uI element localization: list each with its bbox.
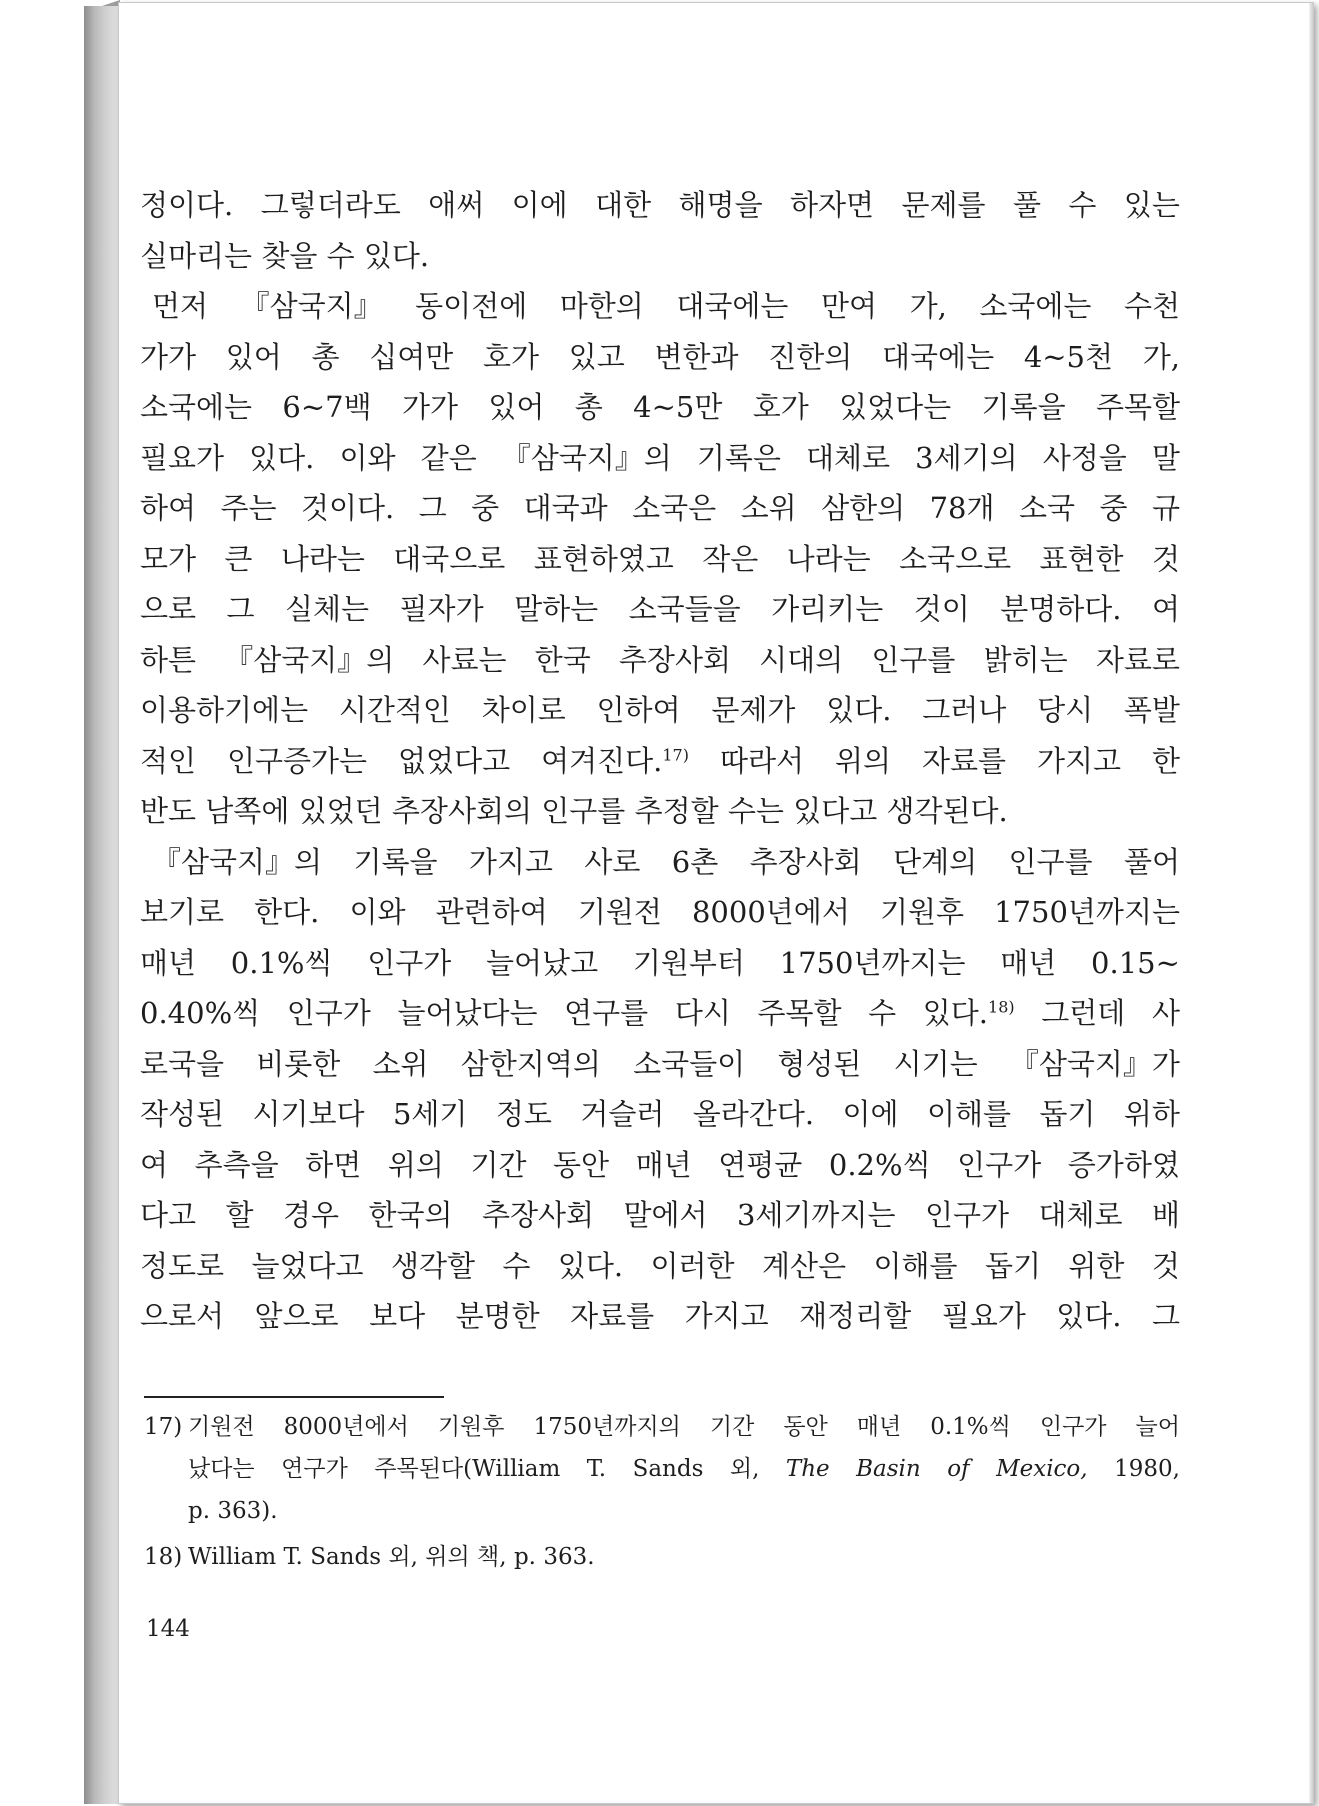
word: 사료는 (422, 642, 507, 677)
word: 큰 (224, 541, 253, 576)
word: 소국으로 (899, 541, 1012, 576)
word: 자료로 (1095, 642, 1180, 677)
word: 가지고 (1036, 743, 1122, 778)
word: 거슬러 (580, 1097, 665, 1131)
word: 배 (1151, 1198, 1180, 1232)
word: 분명하다. (1000, 592, 1122, 626)
word: 소국에는 (979, 289, 1092, 323)
word: 호가 (752, 390, 809, 424)
word: 78개 (929, 491, 995, 525)
word: 돕기 (984, 1248, 1041, 1283)
word: 주는 (220, 491, 277, 525)
text-line (140, 837, 1180, 888)
word: 보다 (369, 1299, 426, 1333)
text-line (140, 584, 1180, 635)
word: 『삼국지』가 (1009, 1046, 1180, 1081)
word: 인구가 (286, 996, 371, 1030)
word: 이용하기에는 (140, 693, 309, 727)
word: 표현하였고 (533, 541, 674, 576)
word: 이에 (842, 1097, 899, 1131)
word: 연평균 (718, 1147, 803, 1182)
word: 앞으로 (254, 1299, 339, 1333)
word: 늘어났다는 (397, 996, 538, 1030)
word: 연구가 (281, 1456, 348, 1482)
word: Basin (856, 1456, 921, 1482)
text-line (140, 1190, 1180, 1241)
word: 인구가 (1039, 1414, 1107, 1440)
footnote-line (188, 1406, 1180, 1448)
word: 있어 (488, 390, 545, 424)
word: 있었던 (298, 794, 383, 828)
word: 있었다는 (839, 390, 952, 424)
word: 하자면 (790, 188, 875, 222)
word: 가지고 (468, 844, 553, 879)
word: 자료를 (570, 1299, 655, 1333)
word: 위의 (834, 743, 891, 778)
word: p. (513, 1544, 536, 1570)
footnote-body (188, 1536, 1180, 1578)
word: 비롯한 (256, 1046, 341, 1081)
word: 총 (311, 339, 340, 374)
word: 추장사회 (481, 1198, 594, 1232)
word: Sands (310, 1544, 381, 1570)
text-line (140, 281, 1180, 332)
page-number: 144 (146, 1616, 190, 1642)
word: 사 (1151, 996, 1180, 1030)
word: 있다. (363, 238, 430, 273)
word: 기원부터 (632, 945, 745, 980)
word: 있다. (826, 693, 892, 727)
word: 여 (140, 1147, 169, 1182)
word: 할 (225, 1198, 254, 1232)
word: 찾을 (261, 238, 318, 273)
word: 추장사회 (749, 844, 862, 879)
text-line (140, 635, 1180, 686)
word: 동안 (783, 1414, 828, 1440)
word: 시대의 (759, 642, 844, 677)
word: 있고 (568, 339, 625, 374)
word: 수천 (1123, 289, 1180, 323)
word: 하면 (305, 1147, 362, 1182)
word: 것 (1151, 541, 1180, 576)
word: 그런데 (1041, 996, 1126, 1030)
word: 으로서 (140, 1299, 225, 1333)
word: 동안 (553, 1147, 610, 1182)
footnote-body (188, 1406, 1180, 1532)
word: 생각된다. (886, 794, 1008, 828)
word: 소위 (740, 491, 797, 525)
word: 필자가 (399, 592, 484, 626)
word: 363). (217, 1498, 278, 1524)
word: 5세기 (392, 1097, 468, 1131)
text-line (140, 988, 1180, 1039)
word: T. (283, 1544, 303, 1570)
word: 6촌 (671, 844, 719, 879)
word: 대체로 (806, 440, 891, 475)
word: 시간적인 (338, 693, 451, 727)
word: 났다는 (188, 1456, 255, 1482)
word: 적인 (140, 743, 197, 778)
word: 풀 (1012, 188, 1041, 222)
word: William (188, 1544, 277, 1570)
word: 기록을 (353, 844, 438, 879)
word: of (947, 1456, 970, 1482)
word: 0.2%씩 (828, 1147, 931, 1182)
word: 0.15~ (1091, 945, 1180, 980)
word: 한다. (254, 895, 320, 929)
word: 보기로 (140, 895, 225, 929)
word: 인구를 (871, 642, 956, 677)
word: 있다. (557, 1248, 624, 1283)
word: 작은 (702, 541, 759, 576)
word: 위의 (387, 1147, 444, 1182)
word: 이에 (511, 188, 568, 222)
word: 인구가 (367, 945, 452, 980)
word: 『삼국지』의 (224, 642, 395, 677)
word: 그렇더라도 (260, 188, 401, 222)
word: T. (586, 1456, 607, 1482)
word: 사로 (584, 844, 641, 879)
word: 주목할 (1095, 390, 1180, 424)
word: 3세기의 (915, 440, 1018, 475)
word: 말에서 (623, 1198, 708, 1232)
word: 0.1%씩 (230, 945, 333, 980)
word: 당시 (1037, 693, 1094, 727)
word: 삼한의 (821, 491, 906, 525)
word: 있어 (225, 339, 282, 374)
word: 소국들이 (633, 1046, 746, 1081)
text-line (140, 534, 1180, 585)
word: 『삼국지』의 (501, 440, 672, 475)
word: 기원후 (437, 1414, 505, 1440)
word: 추장사회 (618, 642, 731, 677)
word: 가, (909, 289, 947, 323)
word: 책, (477, 1544, 507, 1570)
word: 말 (1151, 440, 1180, 475)
text-line (140, 1089, 1180, 1140)
word: 대국에는 (676, 289, 789, 323)
page-edge (1309, 3, 1313, 1803)
footnote-number: 17) (144, 1414, 183, 1440)
word: 돕기 (1039, 1097, 1096, 1131)
word: 가, (1142, 339, 1180, 374)
word: 분명한 (455, 1299, 540, 1333)
word: 기록은 (696, 440, 781, 475)
word: 실마리는 (140, 238, 253, 273)
word: 밝히는 (983, 642, 1068, 677)
text-line (140, 382, 1180, 433)
word: 정이다. (140, 188, 234, 222)
word: 그러나 (922, 693, 1007, 727)
word: 한국 (534, 642, 591, 677)
text-line (140, 736, 1180, 787)
word: 있다고 (793, 794, 878, 828)
word: 4~5만 (633, 390, 723, 424)
word: 해명을 (678, 188, 763, 222)
word: 경우 (282, 1198, 339, 1232)
word: 그 (418, 491, 447, 525)
text-line (140, 1140, 1180, 1191)
word: 1750년까지는 (994, 895, 1180, 929)
word: 문제를 (901, 188, 986, 222)
word: The (785, 1456, 830, 1482)
word: 기원후 (879, 895, 964, 929)
word: 0.40%씩 (140, 996, 261, 1030)
text-line (140, 685, 1180, 736)
text-line (140, 180, 1180, 231)
word: 먼저 (152, 289, 209, 323)
word: 인구증가는 (227, 743, 368, 778)
word: 단계의 (893, 844, 978, 879)
word: 수 (868, 996, 897, 1030)
text-line (140, 433, 1180, 484)
word: 동이전에 (415, 289, 528, 323)
word: 위한 (1068, 1248, 1125, 1283)
word: 기원전 (188, 1414, 255, 1440)
word: 로국을 (140, 1046, 225, 1081)
word: 연구를 (564, 996, 649, 1030)
word: 이해를 (873, 1248, 958, 1283)
word: 늘었다고 (251, 1248, 364, 1283)
word: 이와 (339, 440, 396, 475)
word: 것이다. (300, 491, 395, 525)
word: 작성된 (140, 1097, 225, 1131)
word: 다고 (140, 1198, 197, 1232)
word: 추정할 (634, 794, 719, 828)
text-line (140, 1241, 1180, 1292)
word: 반도 (140, 794, 197, 828)
word: 소위 (372, 1046, 429, 1081)
word: 있다. (1056, 1299, 1122, 1333)
word: 사정을 (1042, 440, 1127, 475)
word: 있다. (249, 440, 315, 475)
word: 인구를 (1008, 844, 1093, 879)
word: 1750년까지의 (533, 1414, 681, 1440)
word: 수 (502, 1248, 531, 1283)
word: 필요가 (140, 440, 225, 475)
word: 나라는 (786, 541, 871, 576)
word: 중 (471, 491, 500, 525)
word: 가지고 (684, 1299, 769, 1333)
word: 6~7백 (282, 390, 372, 424)
word: 없었다고 (398, 743, 511, 778)
word: 풀어 (1123, 844, 1180, 879)
word: 시기보다 (252, 1097, 365, 1131)
word: 정도 (495, 1097, 552, 1131)
word: 형성된 (777, 1046, 862, 1081)
word: 문제가 (711, 693, 796, 727)
word: 4~5천 (1023, 339, 1114, 374)
word: 가가 (402, 390, 459, 424)
word: 다시 (674, 996, 731, 1030)
word: 가리키는 (771, 592, 884, 626)
word: 기록을 (981, 390, 1066, 424)
word: 추측을 (194, 1147, 279, 1182)
word: 1980, (1114, 1456, 1180, 1482)
word: 말하는 (514, 592, 599, 626)
word: 수 (326, 238, 355, 273)
footnote-line (188, 1448, 1180, 1490)
word: Sands (632, 1456, 704, 1482)
word: 『삼국지』 (240, 289, 383, 323)
word: 변한과 (654, 339, 739, 374)
word: 모가 (140, 541, 197, 576)
word: 대국으로 (393, 541, 506, 576)
word: 정도로 (140, 1248, 225, 1283)
text-line (140, 332, 1180, 383)
word: 363. (543, 1544, 595, 1570)
word: 인하여 (596, 693, 681, 727)
word: 기간 (470, 1147, 527, 1182)
word: 있다.$^{18)}$ (922, 996, 1015, 1030)
word: Mexico, (996, 1456, 1088, 1482)
word: 매년 (635, 1147, 692, 1182)
word: 실체는 (285, 592, 370, 626)
word: 주목할 (757, 996, 842, 1030)
text-line (140, 938, 1180, 989)
text-line (140, 887, 1180, 938)
word: 남쪽에 (205, 794, 290, 828)
text-line (140, 1039, 1180, 1090)
word: 하튼 (140, 642, 197, 677)
text-line (140, 786, 1180, 837)
word: 중 (1099, 491, 1128, 525)
word: 8000년에서 (283, 1414, 409, 1440)
word: 나라는 (280, 541, 365, 576)
word: 기원전 (577, 895, 662, 929)
word: 그 (226, 592, 255, 626)
word: 올라간다. (692, 1097, 815, 1131)
word: 늘어났고 (486, 945, 599, 980)
footnotes (144, 1406, 1180, 1582)
word: 으로 (140, 592, 197, 626)
word: 소국은 (632, 491, 717, 525)
word: 필요가 (941, 1299, 1026, 1333)
word: 계산은 (762, 1248, 847, 1283)
word: 마한의 (559, 289, 644, 323)
word: 수는 (727, 794, 784, 828)
word: 기간 (709, 1414, 755, 1440)
word: 이러한 (650, 1248, 735, 1283)
word: 수 (1068, 188, 1097, 222)
word: 삼한지역의 (460, 1046, 601, 1081)
word: 대국과 (523, 491, 608, 525)
text-line (140, 1291, 1180, 1342)
word: 시기는 (893, 1046, 978, 1081)
text-line (140, 483, 1180, 534)
word: 같은 (420, 440, 477, 475)
footnote-ref: 18) (988, 997, 1015, 1017)
word: 총 (574, 390, 603, 424)
footnote-ref: 17) (662, 744, 689, 764)
word: 추장사회의 (391, 794, 532, 828)
word: p. (188, 1498, 211, 1524)
word: 대국에는 (882, 339, 995, 374)
word: 하여 (140, 491, 197, 525)
word: 인구가 (957, 1147, 1042, 1182)
word: 소국들을 (628, 592, 741, 626)
footnote-line (188, 1490, 1180, 1532)
word: 십여만 (369, 339, 454, 374)
word: 만여 (820, 289, 878, 323)
word: 여 (1151, 592, 1180, 626)
word: 이해를 (926, 1097, 1011, 1131)
word: 있는 (1123, 188, 1180, 222)
footnote-separator (144, 1396, 444, 1398)
word: 애써 (428, 188, 485, 222)
word: 증가하였 (1067, 1147, 1180, 1182)
word: 자료를 (921, 743, 1006, 778)
word: 생각할 (390, 1248, 475, 1283)
word: 3세기까지는 (736, 1198, 896, 1232)
footnote-number: 18) (144, 1544, 183, 1570)
word: 관련하여 (435, 895, 548, 929)
word: 늘어 (1135, 1414, 1180, 1440)
word: 가가 (140, 339, 197, 374)
word: 인구가 (924, 1198, 1009, 1232)
word: 외, (388, 1544, 418, 1570)
word: 위의 (425, 1544, 470, 1570)
word: 0.1%씩 (930, 1414, 1011, 1440)
word: 『삼국지』의 (152, 844, 323, 879)
word: 재정리할 (799, 1299, 912, 1333)
word: 위하 (1123, 1097, 1180, 1131)
word: 폭발 (1123, 693, 1180, 727)
word: 소국에는 (140, 390, 253, 424)
word: 매년 (856, 1414, 902, 1440)
word: 여겨진다.$^{17)}$ (541, 743, 689, 778)
book-spine (84, 6, 120, 1804)
body-text (140, 180, 1180, 1342)
footnote-line (188, 1536, 1180, 1578)
footnote (144, 1536, 1180, 1578)
word: 이와 (349, 895, 406, 929)
word: 진한의 (768, 339, 853, 374)
footnote (144, 1406, 1180, 1532)
word: 한국의 (368, 1198, 453, 1232)
word: 매년 (140, 945, 197, 980)
text-line (140, 231, 1180, 282)
word: 대체로 (1038, 1198, 1123, 1232)
word: 규 (1151, 491, 1180, 525)
word: 차이로 (481, 693, 566, 727)
word: 매년 (1000, 945, 1057, 980)
word: 외, (729, 1456, 760, 1482)
word: 따라서 (719, 743, 804, 778)
word: 것이 (913, 592, 970, 626)
word: 주목된다(William (374, 1456, 561, 1482)
word: 호가 (483, 339, 540, 374)
word: 표현한 (1039, 541, 1124, 576)
word: 것 (1151, 1248, 1180, 1283)
word: 8000년에서 (691, 895, 850, 929)
word: 1750년까지는 (779, 945, 966, 980)
word: 한 (1151, 743, 1180, 778)
word: 소국 (1018, 491, 1076, 525)
word: 대한 (595, 188, 652, 222)
word: 그 (1151, 1299, 1180, 1333)
word: 인구를 (541, 794, 626, 828)
